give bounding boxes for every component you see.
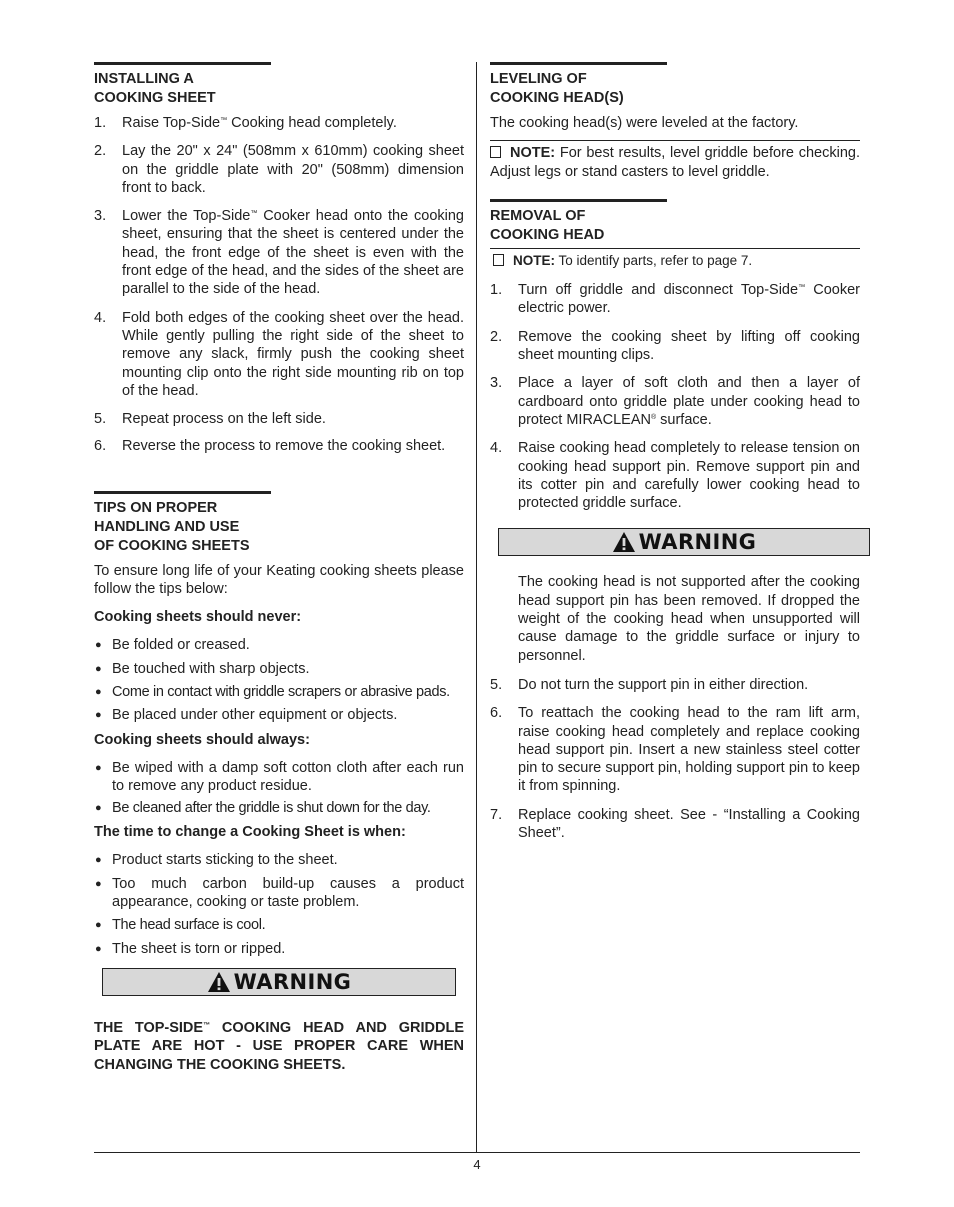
note-checkbox-icon xyxy=(493,254,504,266)
change-heading: The time to change a Cooking Sheet is when: xyxy=(94,824,406,841)
left-column xyxy=(94,62,464,1074)
list-item: 4. Raise cooking head completely to release tension on cooking head support pin. Remove support pin and its cotter pin and carefully lower cooking head to protected griddle surface. xyxy=(490,440,860,512)
never-heading: Cooking sheets should never: xyxy=(94,609,302,626)
warning-triangle-icon xyxy=(612,531,636,553)
list-item: ● Be folded or creased. xyxy=(95,637,250,654)
list-item: ● The head surface is cool. xyxy=(95,917,266,934)
removal-steps xyxy=(490,281,860,512)
section-rule xyxy=(490,199,667,202)
list-item: ● The sheet is torn or ripped. xyxy=(95,940,286,957)
warning-banner xyxy=(498,528,870,556)
change-list xyxy=(94,851,464,957)
installing-title: INSTALLING A COOKING SHEET xyxy=(94,71,216,106)
always-list xyxy=(94,759,464,818)
hot-warning-text: THE TOP-SIDE™ COOKING HEAD AND GRIDDLE PLATE ARE HOT - USE PROPER CARE WHEN CHANGING THE COOKING SHEETS. xyxy=(94,1019,464,1073)
always-heading: Cooking sheets should always: xyxy=(94,731,310,748)
removal-steps-continued xyxy=(490,676,860,842)
warning-label: WARNING xyxy=(638,530,757,555)
list-item: 5. Do not turn the support pin in either direction. xyxy=(490,676,809,693)
list-item: 6. Reverse the process to remove the cooking sheet. xyxy=(94,438,446,455)
list-item: 7. Replace cooking sheet. See - “Installing a Cooking Sheet”. xyxy=(490,806,860,842)
list-item: ● Be cleaned after the griddle is shut down for the day. xyxy=(95,800,431,817)
list-item: ● Come in contact with griddle scrapers or abrasive pads. xyxy=(95,683,450,700)
support-warning-text: The cooking head is not supported after the cooking head support pin has been removed. If dropped the weight of the cooking head when unsupported will cause damage to the griddle surface or injury to personnel. xyxy=(518,574,860,664)
list-item: ● Be wiped with a damp soft cotton cloth after each run to remove any product residue. xyxy=(95,759,464,794)
list-item: 2. Remove the cooking sheet by lifting off cooking sheet mounting clips. xyxy=(490,328,860,364)
tips-intro: To ensure long life of your Keating cooking sheets please follow the tips below: xyxy=(94,562,464,598)
warning-triangle-icon xyxy=(207,971,231,993)
leveling-title: LEVELING OF COOKING HEAD(S) xyxy=(490,71,624,106)
leveling-note: NOTE: For best results, level griddle before checking. Adjust legs or stand casters to level griddle. xyxy=(490,145,860,180)
list-item: ● Be touched with sharp objects. xyxy=(95,660,310,677)
list-item: 2. Lay the 20" x 24" (508mm x 610mm) cooking sheet on the griddle plate with 20" (508mm) dimension front to back. xyxy=(94,143,464,196)
section-rule xyxy=(94,62,271,65)
list-item: 6. To reattach the cooking head to the ram lift arm, raise cooking head completely and replace cooking head support pin. Insert a new stainless steel cotter pin to secure support pin, holding support pin to keep it from spinning. xyxy=(490,705,860,795)
note-checkbox-icon xyxy=(490,146,501,158)
removal-note: NOTE: To identify parts, refer to page 7. xyxy=(490,252,860,270)
section-rule xyxy=(94,491,271,494)
list-item: 4. Fold both edges of the cooking sheet over the head. While gently pulling the right side of the sheet to remove any slack, firmly push the cooking sheet mounting clip onto the right side mounting rib on top of the head. xyxy=(94,309,464,399)
right-column xyxy=(490,62,860,842)
never-list xyxy=(94,636,464,724)
list-item: ● Too much carbon build-up causes a product appearance, cooking or taste problem. xyxy=(95,875,464,911)
tips-title: TIPS ON PROPER HANDLING AND USE OF COOKING SHEETS xyxy=(94,499,250,554)
leveling-text: The cooking head(s) were leveled at the factory. xyxy=(490,115,799,131)
list-item: ● Be placed under other equipment or objects. xyxy=(95,707,398,724)
note-rule xyxy=(490,248,860,249)
section-rule xyxy=(490,62,667,65)
list-item: 5. Repeat process on the left side. xyxy=(94,411,326,428)
warning-banner xyxy=(102,968,456,996)
note-rule xyxy=(490,140,860,141)
warning-label: WARNING xyxy=(233,969,352,994)
installing-steps xyxy=(94,114,464,456)
list-item: 3. Lower the Top-Side™ Cooker head onto the cooking sheet, ensuring that the sheet is centered under the head, the front edge of the sheet is even with the front edge of the head, and the sides of the sheet are parallel to the side of the head. xyxy=(94,208,464,298)
column-divider xyxy=(476,62,477,1152)
list-item: 3. Place a layer of soft cloth and then a layer of cardboard onto griddle plate under cooking head to protect MIRACLEAN® surface. xyxy=(490,375,860,428)
removal-title: REMOVAL OF COOKING HEAD xyxy=(490,207,605,243)
list-item: 1. Raise Top-Side™ Cooking head completely. xyxy=(94,115,397,131)
footer-rule xyxy=(94,1152,860,1153)
page-number: 4 xyxy=(473,1157,481,1172)
list-item: 1. Turn off griddle and disconnect Top-Side™ Cooker electric power. xyxy=(490,282,860,317)
list-item: ● Product starts sticking to the sheet. xyxy=(95,852,338,869)
